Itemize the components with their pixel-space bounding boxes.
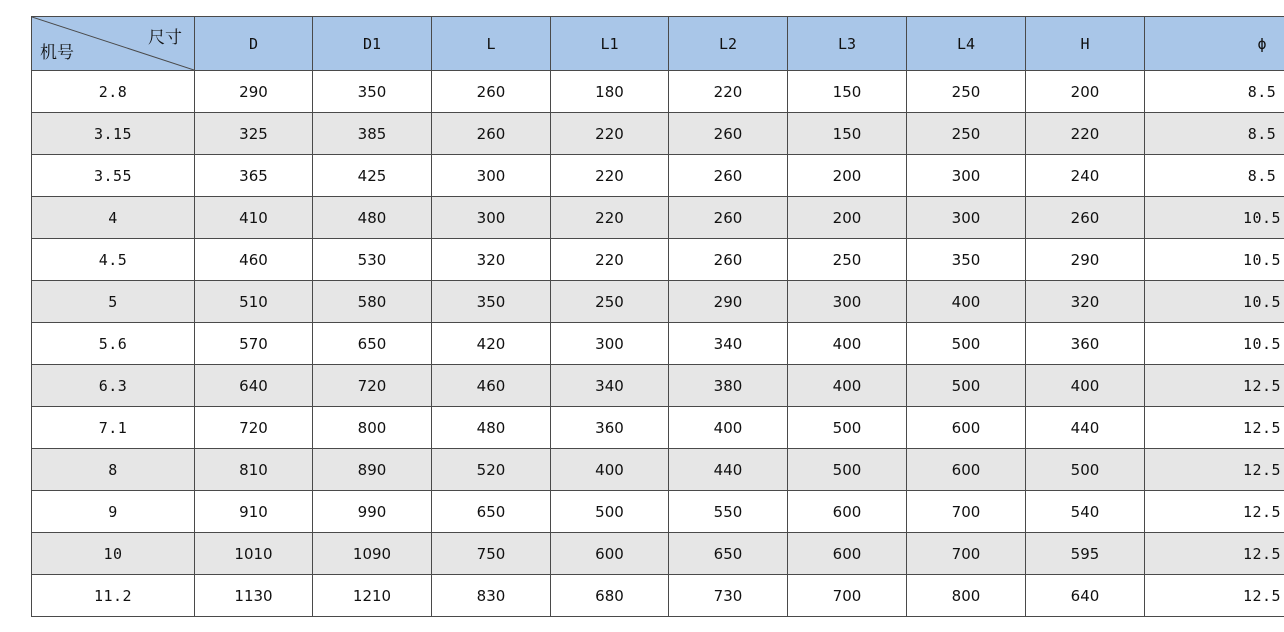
table-cell: 320 [432,239,551,281]
table-cell: 12.5 [1145,491,1284,533]
table-cell: 350 [432,281,551,323]
table-cell: 400 [551,449,669,491]
table-cell: 600 [907,407,1026,449]
table-row [32,155,1284,197]
table-cell: 250 [788,239,907,281]
table-cell: 260 [1026,197,1145,239]
table-cell: 260 [669,113,788,155]
table-cell: 220 [669,71,788,113]
header-row [32,17,1284,71]
table-cell: 730 [669,575,788,617]
table-cell: 600 [788,491,907,533]
table-body [32,71,1284,617]
table-cell: 340 [551,365,669,407]
table-cell: 530 [313,239,432,281]
model-number-cell: 4 [32,197,195,239]
table-cell: 800 [907,575,1026,617]
table-cell: 520 [432,449,551,491]
table-cell: 600 [551,533,669,575]
table-cell: 260 [669,197,788,239]
table-cell: 325 [195,113,313,155]
table-cell: 400 [788,365,907,407]
table-cell: 700 [907,491,1026,533]
table-cell: 220 [551,239,669,281]
corner-label-size: 尺寸 [148,28,182,48]
model-number-cell: 8 [32,449,195,491]
table-cell: 650 [432,491,551,533]
corner-header-cell [32,17,195,71]
table-cell: 350 [313,71,432,113]
table-cell: 700 [907,533,1026,575]
table-cell: 890 [313,449,432,491]
table-cell: 385 [313,113,432,155]
table-cell: 260 [669,239,788,281]
table-cell: 410 [195,197,313,239]
corner-label-model-no: 机号 [40,43,74,63]
table-cell: 260 [432,71,551,113]
model-number-cell: 10 [32,533,195,575]
table-cell: 220 [551,113,669,155]
table-cell: 650 [669,533,788,575]
model-number-cell: 2.8 [32,71,195,113]
table-cell: 480 [432,407,551,449]
table-row [32,407,1284,449]
table-cell: 420 [432,323,551,365]
table-cell: 8.5 [1145,113,1284,155]
table-row [32,323,1284,365]
model-number-cell: 5.6 [32,323,195,365]
table-cell: 260 [669,155,788,197]
table-cell: 220 [551,155,669,197]
table-cell: 340 [669,323,788,365]
table-cell: 1210 [313,575,432,617]
table-cell: 440 [669,449,788,491]
model-number-cell: 11.2 [32,575,195,617]
table-cell: 220 [551,197,669,239]
column-header: H [1026,17,1145,71]
table-cell: 650 [313,323,432,365]
column-header: D [195,17,313,71]
table-row [32,71,1284,113]
table-cell: 290 [195,71,313,113]
table-cell: 990 [313,491,432,533]
table-cell: 150 [788,113,907,155]
table-cell: 12.5 [1145,365,1284,407]
table-cell: 150 [788,71,907,113]
table-cell: 500 [1026,449,1145,491]
table-cell: 300 [432,197,551,239]
table-cell: 200 [1026,71,1145,113]
table-cell: 300 [907,197,1026,239]
table-row [32,365,1284,407]
table-cell: 290 [1026,239,1145,281]
table-cell: 240 [1026,155,1145,197]
table-cell: 440 [1026,407,1145,449]
model-number-cell: 4.5 [32,239,195,281]
table-cell: 750 [432,533,551,575]
table-cell: 640 [195,365,313,407]
table-cell: 400 [1026,365,1145,407]
table-cell: 380 [669,365,788,407]
table-cell: 830 [432,575,551,617]
table-cell: 300 [432,155,551,197]
model-number-cell: 6.3 [32,365,195,407]
table-cell: 8.5 [1145,155,1284,197]
column-header: L1 [551,17,669,71]
model-number-cell: 5 [32,281,195,323]
table-cell: 680 [551,575,669,617]
table-cell: 10.5 [1145,323,1284,365]
column-header: L2 [669,17,788,71]
table-cell: 600 [788,533,907,575]
table-cell: 8.5 [1145,71,1284,113]
table-cell: 800 [313,407,432,449]
table-row [32,281,1284,323]
table-cell: 10.5 [1145,281,1284,323]
table-cell: 400 [788,323,907,365]
table-cell: 400 [907,281,1026,323]
table-cell: 700 [788,575,907,617]
table-cell: 250 [551,281,669,323]
table-cell: 220 [1026,113,1145,155]
column-header: L4 [907,17,1026,71]
table-row [32,575,1284,617]
table-cell: 350 [907,239,1026,281]
table-row [32,449,1284,491]
table-cell: 290 [669,281,788,323]
column-header: L [432,17,551,71]
table-row [32,197,1284,239]
table-cell: 500 [788,407,907,449]
table-cell: 10.5 [1145,197,1284,239]
table-cell: 510 [195,281,313,323]
table-cell: 360 [1026,323,1145,365]
table-cell: 500 [788,449,907,491]
table-row [32,491,1284,533]
table-cell: 320 [1026,281,1145,323]
model-number-cell: 3.15 [32,113,195,155]
column-header: ϕ [1145,17,1284,71]
model-number-cell: 7.1 [32,407,195,449]
table-cell: 570 [195,323,313,365]
table-cell: 180 [551,71,669,113]
table-cell: 480 [313,197,432,239]
table-cell: 360 [551,407,669,449]
table-cell: 500 [551,491,669,533]
table-cell: 500 [907,323,1026,365]
table-cell: 1010 [195,533,313,575]
table-cell: 595 [1026,533,1145,575]
table-cell: 580 [313,281,432,323]
table-cell: 200 [788,155,907,197]
table-cell: 550 [669,491,788,533]
table-cell: 500 [907,365,1026,407]
table-cell: 910 [195,491,313,533]
dimension-table [31,16,1284,617]
column-header: L3 [788,17,907,71]
table-cell: 250 [907,113,1026,155]
table-cell: 400 [669,407,788,449]
table-cell: 1130 [195,575,313,617]
table-cell: 200 [788,197,907,239]
table-cell: 10.5 [1145,239,1284,281]
table-cell: 720 [195,407,313,449]
table-cell: 12.5 [1145,449,1284,491]
model-number-cell: 9 [32,491,195,533]
table-cell: 600 [907,449,1026,491]
table-cell: 250 [907,71,1026,113]
table-row [32,533,1284,575]
dimension-table-wrapper [31,16,1282,618]
table-cell: 460 [432,365,551,407]
table-cell: 640 [1026,575,1145,617]
model-number-cell: 3.55 [32,155,195,197]
table-cell: 300 [788,281,907,323]
table-cell: 300 [907,155,1026,197]
table-row [32,113,1284,155]
table-cell: 12.5 [1145,533,1284,575]
table-cell: 260 [432,113,551,155]
table-cell: 540 [1026,491,1145,533]
table-cell: 810 [195,449,313,491]
table-cell: 1090 [313,533,432,575]
table-cell: 720 [313,365,432,407]
table-cell: 12.5 [1145,575,1284,617]
table-row [32,239,1284,281]
table-cell: 12.5 [1145,407,1284,449]
table-cell: 365 [195,155,313,197]
table-cell: 460 [195,239,313,281]
table-cell: 425 [313,155,432,197]
table-cell: 300 [551,323,669,365]
column-header: D1 [313,17,432,71]
